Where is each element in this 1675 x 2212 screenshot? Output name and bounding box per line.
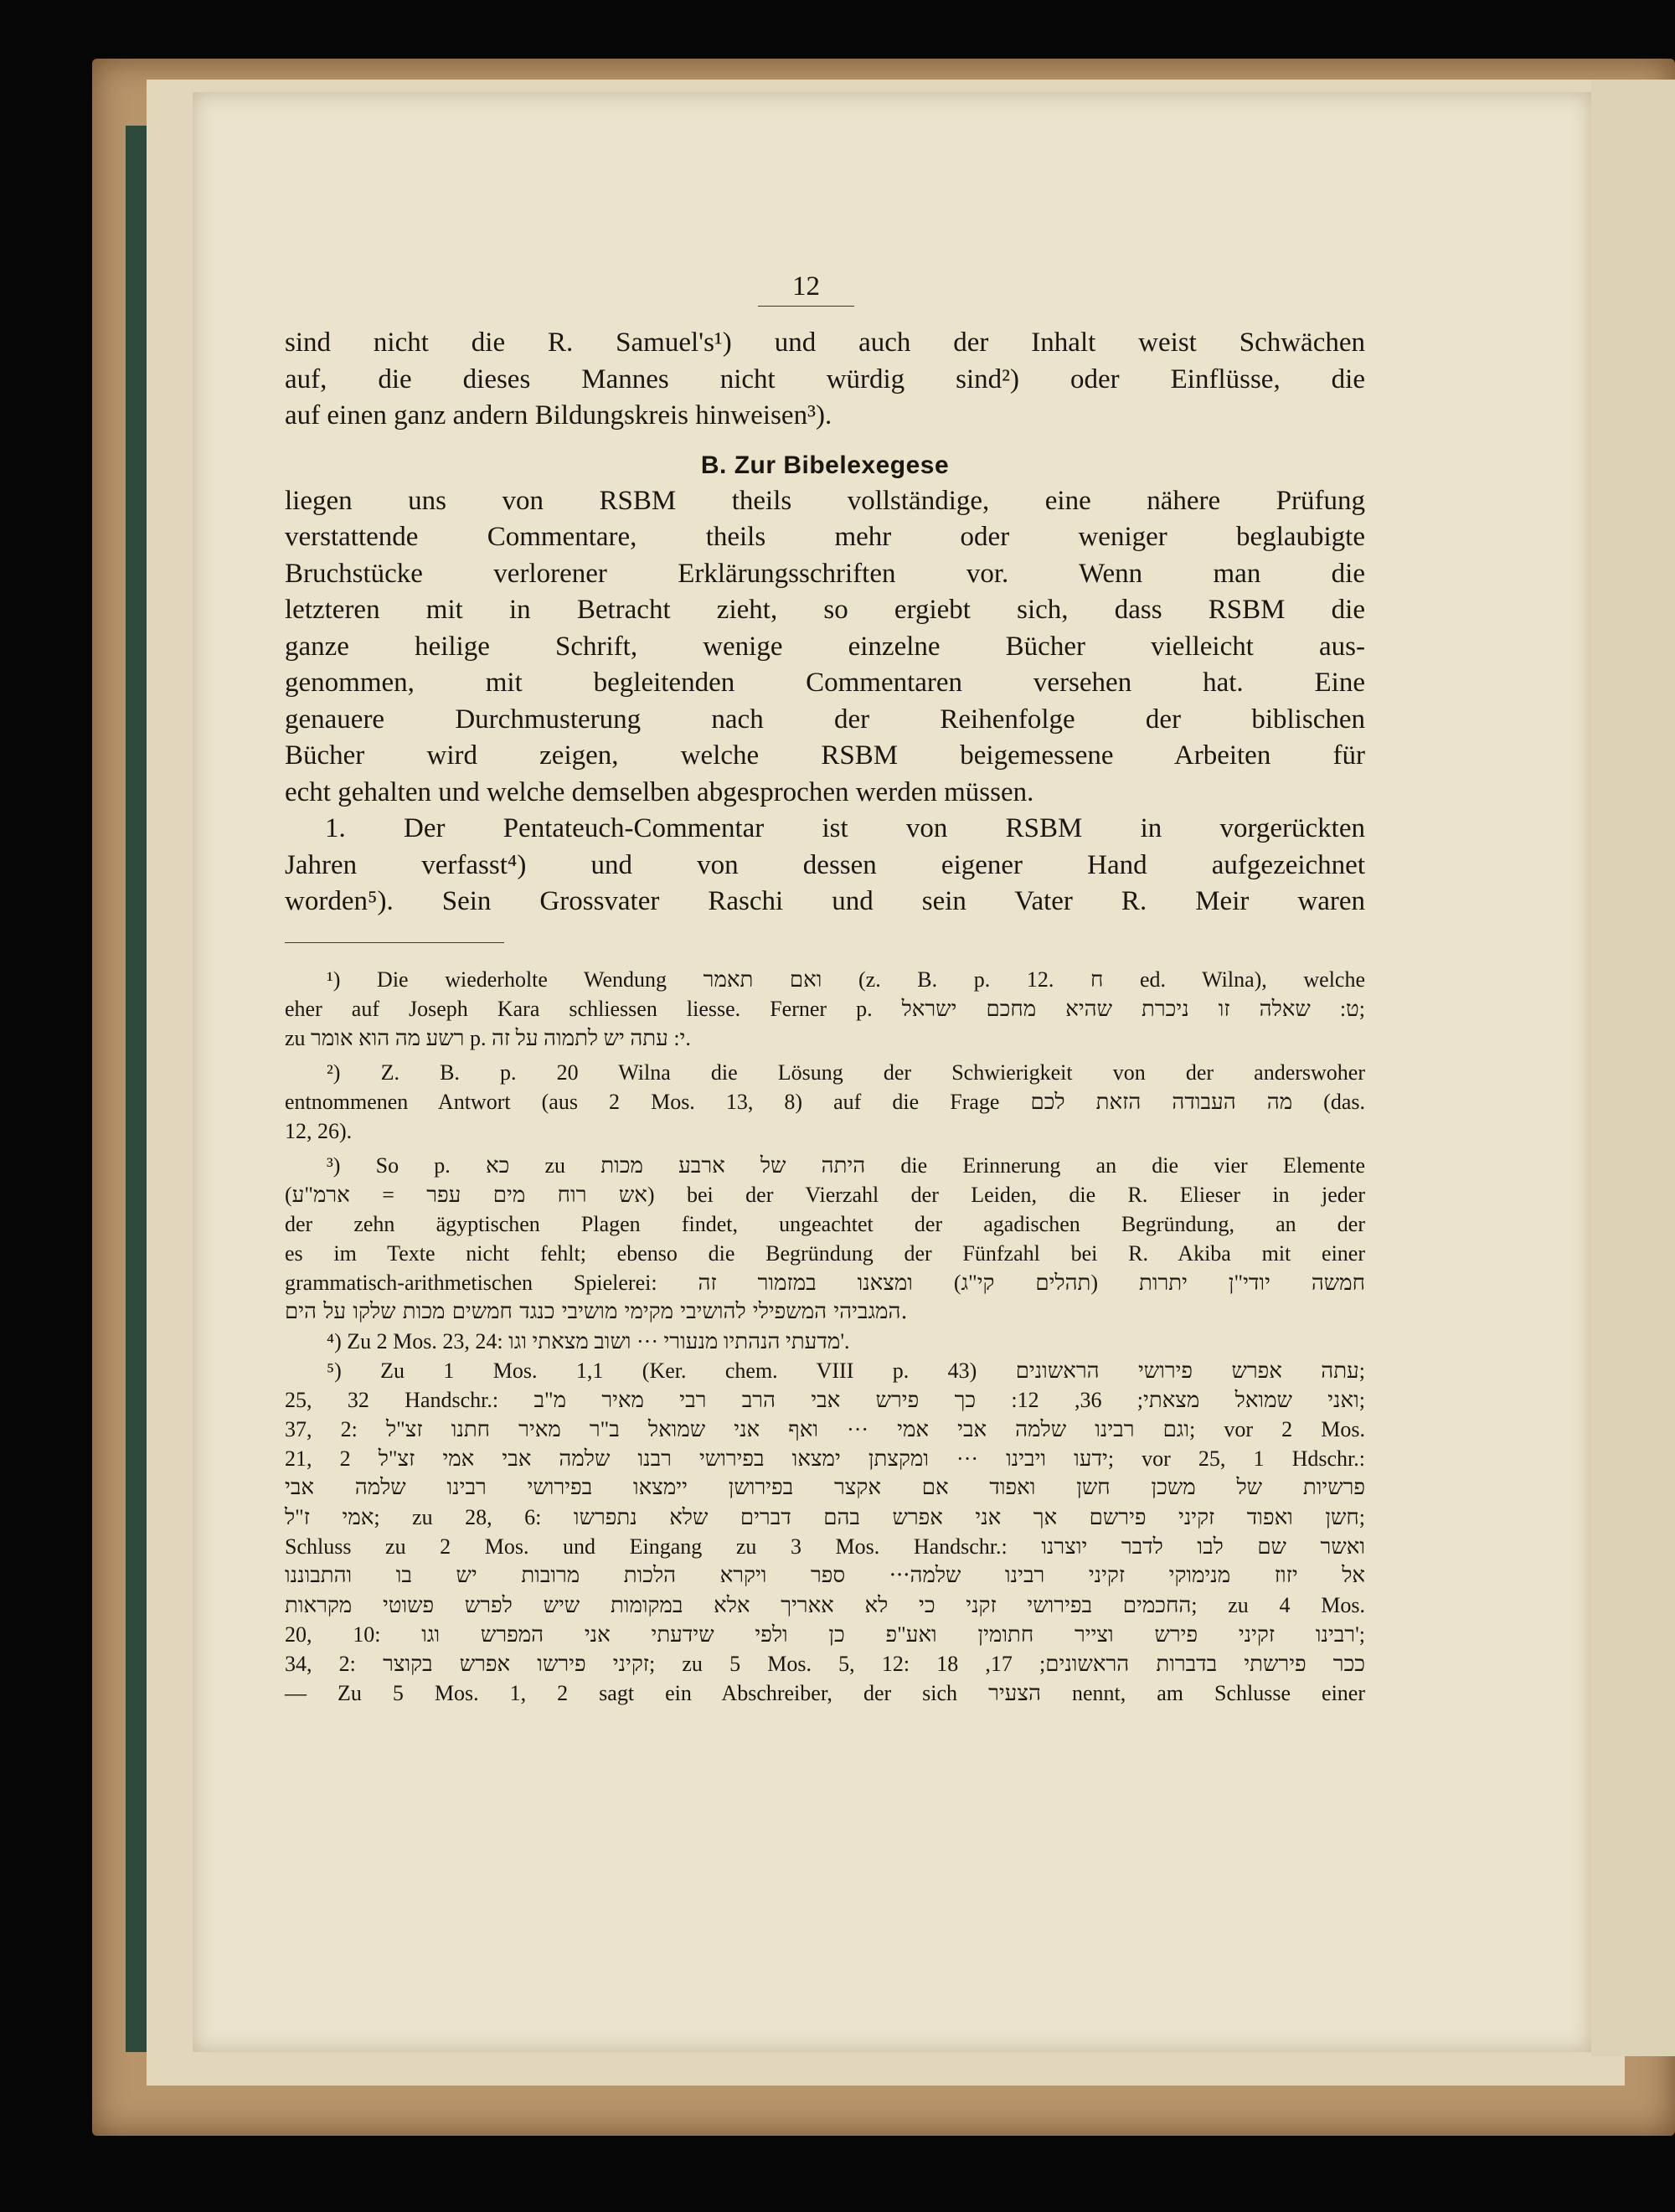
footnote-line: (אש רוח מים עפר = ארמ"ע) bei der Vierzahl der Leiden, die R. Elieser in jeder [285,1182,1365,1207]
intro-paragraph [285,325,1365,435]
text-line: Jahren verfasst⁴) und von dessen eigener Hand aufgezeichnet [285,849,1365,880]
footnote-line: 37, 2: וגם רבינו שלמה אבי אמי ··· ואף אני שמואל ב"ר מאיר חתנו זצ"ל; vor 2 Mos. [285,1416,1365,1441]
text-line: Bruchstücke verlorener Erklärungsschriften vor. Wenn man die [285,558,1365,589]
footnote-line: ¹) Die wiederholte Wendung ואם תאמר (z. B. p. 12. ח ed. Wilna), welche [327,967,1366,992]
footnote-line: zu רשע מה הוא אומר p. י: עתה יש לתמוה על זה. [285,1025,691,1050]
text-line: worden⁵). Sein Grossvater Raschi und sein Vater R. Meir waren [285,886,1365,916]
text-line: auf einen ganz andern Bildungskreis hinweisen³). [285,400,832,431]
main-paragraph [285,483,1365,920]
text-line: ganze heilige Schrift, wenige einzelne Bücher vielleicht aus- [285,631,1365,662]
footnote-line: 20, 10: רבינו זקיני פירש וצייר חתומין ואע"פ כן ולפי שידעתי אני המפרש וגו'; [285,1622,1365,1647]
text-line: genommen, mit begleitenden Commentaren versehen hat. Eine [285,668,1365,698]
footnote-line: grammatisch-arithmetischen Spielerei: חמשה יודי"ן יתרות (תהלים קי"ג) ומצאנו במזמור זה [285,1270,1365,1295]
footnote-line: eher auf Joseph Kara schliessen liesse. Ferner p. ט: שאלה זו ניכרת שהיא מחכם ישראל; [285,996,1365,1021]
footnote-line: es im Texte nicht fehlt; ebenso die Begründung der Fünfzahl bei R. Akiba mit einer [285,1240,1365,1266]
footnote-line: 21, 2 ידעו ויבינו ··· ומקצתן ימצאו בפירושי רבנו שלמה אבי אמי זצ"ל; vor 25, 1 Hdschr.: [285,1446,1365,1471]
text-line: Bücher wird zeigen, welche RSBM beigemessene Arbeiten für [285,740,1365,771]
footnote-line: 34, 2: זקיני פירשו אפרש בקוצר; zu 5 Mos. 5, 12: ככר פירשתי בדברות הראשונים; 17, 18 [285,1651,1365,1676]
footnote-line: Schluss zu 2 Mos. und Eingang zu 3 Mos. Handschr.: ואשר שם לבו לדבר יוצרנו [285,1534,1365,1559]
section-heading: B. Zur Bibelexegese [700,451,950,479]
footnote-line: — Zu 5 Mos. 1, 2 sagt ein Abschreiber, der sich הצעיר nennt, am Schlusse einer [285,1680,1365,1705]
page-content [285,84,1365,1708]
footnote-line: ⁴) Zu 2 Mos. 23, 24: מדעתי הנהתיו מנעורי ··· ושוב מצאתי וגו'. [327,1328,850,1353]
text-line: sind nicht die R. Samuel's¹) und auch der Inhalt weist Schwächen [285,327,1365,358]
footnote-line: אל יזוז מנימוקי זקיני רבינו שלמה··· ספר ויקרא הלכות מרובות יש בו והתבוננו [285,1562,1365,1588]
facing-page-edge [1591,80,1675,2056]
text-line: echt gehalten und welche demselben abgesprochen werden müssen. [285,776,1034,807]
text-line: letzteren mit in Betracht zieht, so ergiebt sich, dass RSBM die [285,595,1365,625]
text-line: liegen uns von RSBM theils vollständige, eine nähere Prüfung [285,485,1365,516]
footnote-line: ³) So p. כא zu היתה של ארבע מכות die Erinnerung an die vier Elemente [327,1152,1366,1178]
footnote-line: החכמים בפירושי זקני כי לא אאריך אלא במקומות שיש לפרש פשוטי מקראות; zu 4 Mos. [285,1592,1365,1617]
footnote-line: ²) Z. B. p. 20 Wilna die Lösung der Schwierigkeit von der anderswoher [327,1060,1365,1085]
footnote-line: 25, 32 Handschr.: ואני שמואל מצאתי; 36, 12: כך פירש אבי הרב רבי מאיר מ"ב; [285,1387,1365,1412]
footnote-line: אמי ז"ל; zu 28, 6: חשן ואפוד זקיני פירשם אך אני אפרש בהם דברים שלא נתפרשו; [285,1504,1365,1529]
page-number: 12 [758,270,854,307]
footnote-line: המגביהי המשפילי להושיבי מקימי מושיבי כנגד חמשים מכות שלקו על הים. [285,1298,908,1324]
footnote-line: entnommenen Antwort (aus 2 Mos. 13, 8) auf die Frage מה העבודה הזאת לכם (das. [285,1089,1366,1114]
text-line: 1. Der Pentateuch-Commentar ist von RSBM in vorgerückten [325,813,1365,843]
footnote-rule [285,942,504,943]
footnote-line: פרשיות של משכן חשן ואפוד אם אקצר בפירושן יימצאו בפירושי רבינו שלמה אבי [285,1474,1365,1500]
text-line: auf, die dieses Mannes nicht würdig sind²) oder Einflüsse, die [285,364,1365,394]
footnote-line: ⁵) Zu 1 Mos. 1,1 (Ker. chem. VIII p. 43) עתה אפרש פירושי הראשונים; [327,1358,1365,1383]
footnotes [285,965,1365,1708]
text-line: genauere Durchmusterung nach der Reihenfolge der biblischen [285,704,1365,735]
text-line: verstattende Commentare, theils mehr oder weniger beglaubigte [285,522,1365,552]
footnote-line: der zehn ägyptischen Plagen findet, ungeachtet der agadischen Begründung, an der [285,1211,1365,1236]
footnote-line: 12, 26). [285,1118,353,1143]
